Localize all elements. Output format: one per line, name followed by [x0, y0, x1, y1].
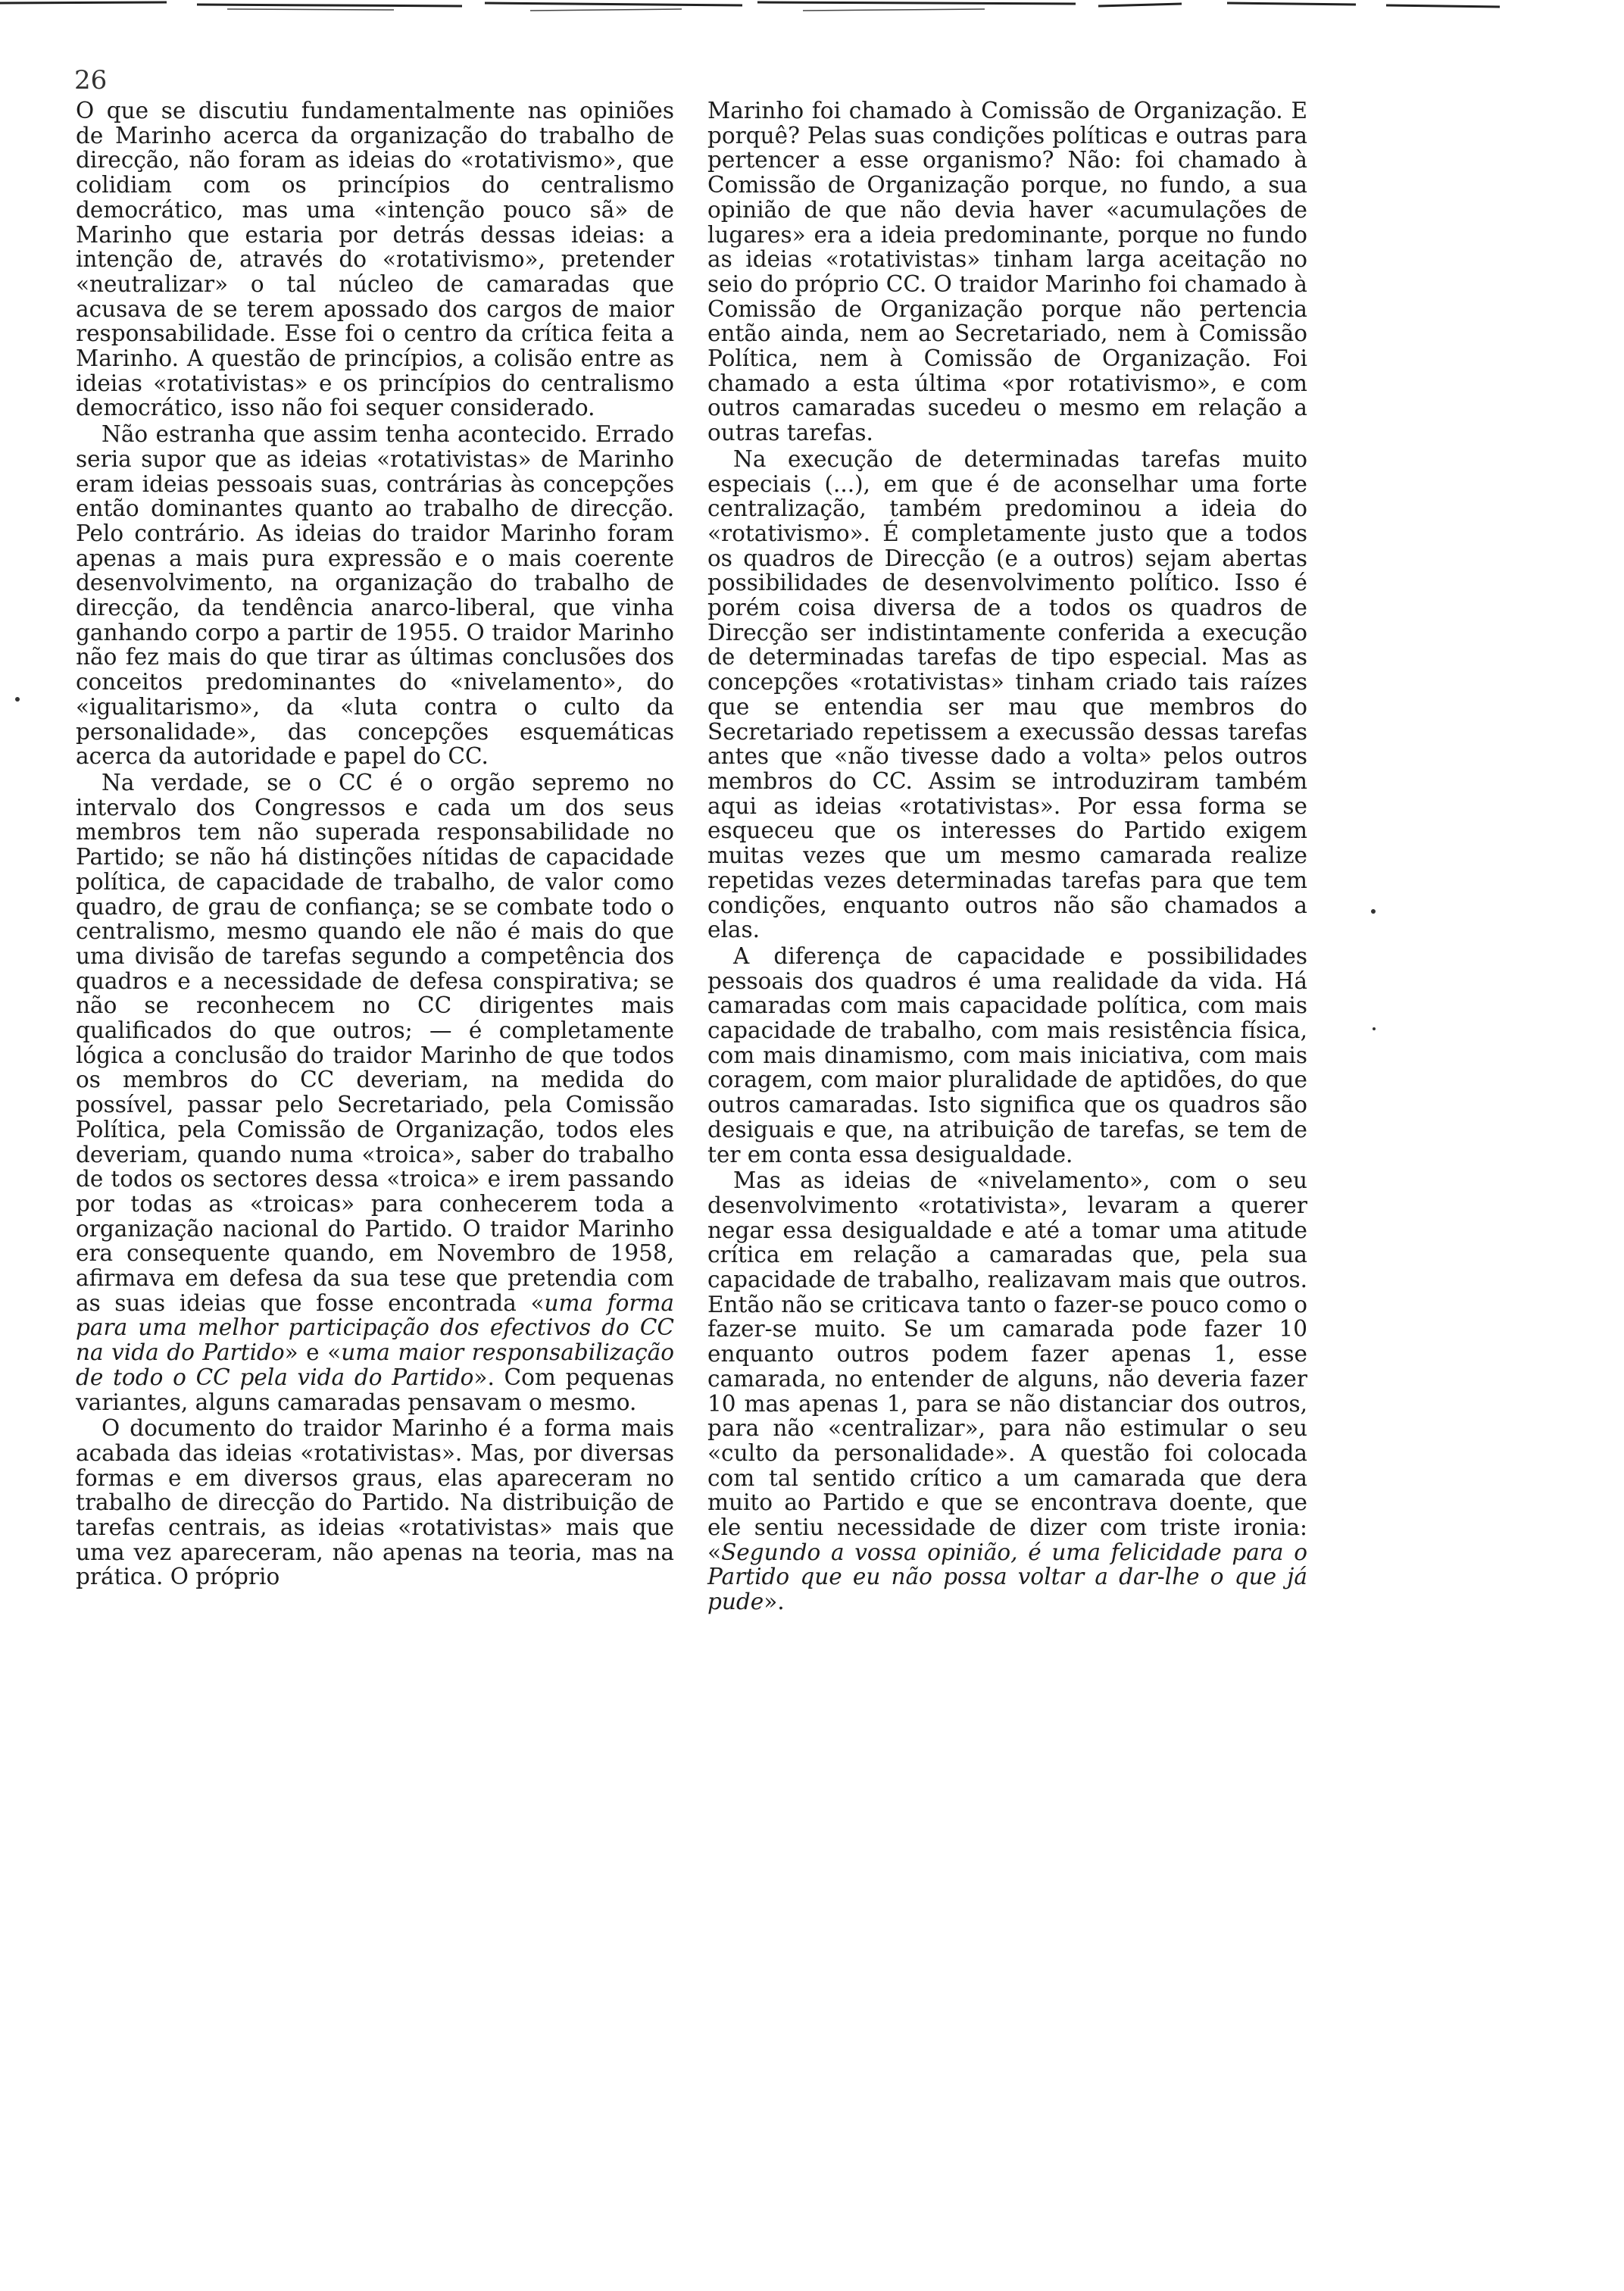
- left-p3-end: ». Com pequenas variantes, alguns camaradas pensavam o mesmo.: [76, 1364, 675, 1415]
- scan-speck: [15, 697, 20, 702]
- right-paragraph-3: A diferença de capacidade e possibilidades pessoais dos quadros é uma realidade da vida. Há camaradas com mais capacidade política, com mais capacidade de trabalho, com mais resistência física, com mais dinamismo, com mais iniciativa, com mais coragem, com maior pluralidade de aptidões, do que outros camaradas. Isto significa que os quadros são desiguais e que, na atribuição de tarefas, se tem de ter em conta essa desigualdade.: [707, 942, 1307, 1167]
- right-paragraph-1: Marinho foi chamado à Comissão de Organização. E porquê? Pelas suas condições políticas e outras para pertencer a esse organismo? Não: foi chamado à Comissão de Organização porque, no fundo, a sua opinião de que não devia haver «acumulações de lugares» era a ideia predominante, porque no fundo as ideias «rotativistas» tinham larga aceitação no seio do próprio CC. O traidor Marinho foi chamado à Comissão de Organização porque não pertencia então ainda, nem ao Secretariado, nem à Comissão Política, nem à Comissão de Organização. Foi chamado a esta última «por rotativismo», e com outros camaradas sucedeu o mesmo em relação a outras tarefas.: [707, 98, 1307, 446]
- left-p3-connector: » e «: [284, 1339, 342, 1366]
- right-p4-text: Mas as ideias de «nivelamento», com o seu desenvolvimento «rotativista», levaram a querer negar essa desigualdade e até a tomar uma atitude crítica em relação a camaradas que, pela sua capacidade de trabalho, realizavam mais que outros. Então não se criticava tanto o fazer-se pouco como o fazer-se muito. Se um camarada pode fazer 10 enquanto outros podem fazer apenas 1, esse camarada, no entender de alguns, não deveria fazer 10 mas apenas 1, para se não distanciar dos outros, para não «centralizar», para não estimular o seu «culto da personalidade». A questão foi colocada com tal sentido crítico a um camarada que dera muito ao Partido e que se encontrava doente, que ele sentiu necessidade de dizer com triste ironia: «: [707, 1167, 1307, 1565]
- left-paragraph-1: O que se discutiu fundamentalmente nas opiniões de Marinho acerca da organização do trabalho de direcção, não foram as ideias do «rotativismo», que colidiam com os princípios do centralismo democrático, mas uma «intenção pouco sã» de Marinho que estaria por detrás dessas ideias: a intenção de, através do «rotativismo», pretender «neutralizar» o tal núcleo de camaradas que acusava de se terem apossado dos cargos de maior responsabilidade. Esse foi o centro da crítica feita a Marinho. A questão de princípios, a colisão entre as ideias «rotativistas» e os princípios do centralismo democrático, isso não foi sequer considerado.: [76, 98, 674, 421]
- right-p4-end: ».: [764, 1589, 785, 1615]
- left-paragraph-4: O documento do traidor Marinho é a forma mais acabada das ideias «rotativistas». Mas, por diversas formas e em diversos graus, elas apareceram no trabalho de direcção do Partido. Na distribuição de tarefas centrais, as ideias «rotativistas» mais que uma vez apareceram, não apenas na teoria, mas na prática. O próprio: [76, 1415, 674, 1590]
- right-paragraph-2: Na execução de determinadas tarefas muito especiais (...), em que é de aconselhar uma forte centralização, também predominou a ideia do «rotativismo». É completamente justo que a todos os quadros de Direcção (e a outros) sejam abertas possibilidades de desenvolvimento político. Isso é porém coisa diversa de a todos os quadros de Direcção ser indistintamente conferida a execução de determinadas tarefas de tipo especial. Mas as concepções «rotativistas» tinham criado tais raízes que se entendia ser mau que membros do Secretariado repetissem a execussão dessas tarefas antes que «não tivesse dado a volta» pelos outros membros do CC. Assim se introduziram também aqui as ideias «rotativistas». Por essa forma se esqueceu que os interesses do Partido exigem muitas vezes que um mesmo camarada realize repetidas vezes determinadas tarefas para que tem condições, enquanto outros não são chamados a elas.: [707, 445, 1307, 943]
- left-paragraph-3: [76, 770, 674, 1414]
- right-column: [707, 98, 1307, 1614]
- left-p3-quote-2: uma maior responsabilização de todo o CC pela vida do Partido: [76, 1339, 674, 1390]
- scan-edge-marks: [0, 0, 1624, 17]
- right-paragraph-4: [707, 1168, 1307, 1614]
- scan-speck: [1373, 1027, 1376, 1030]
- left-paragraph-2: Não estranha que assim tenha acontecido. Errado seria supor que as ideias «rotativistas» de Marinho eram ideias pessoais suas, contrárias às concepções então dominantes quanto ao trabalho de direcção. Pelo contrário. As ideias do traidor Marinho foram apenas a mais pura expressão e o mais coerente desenvolvimento, na organização do trabalho de direcção, da tendência anarco-liberal, que vinha ganhando corpo a partir de 1955. O traidor Marinho não fez mais do que tirar as últimas conclusões dos conceitos predominantes do «nivelamento», do «igualitarismo», da «luta contra o culto da personalidade», das concepções esquemáticas acerca da autoridade e papel do CC.: [76, 421, 674, 770]
- left-column: [76, 98, 674, 1589]
- left-p3-quote-1: uma forma para uma melhor participação dos efectivos do CC na vida do Partido: [76, 1289, 675, 1366]
- scan-speck: [1371, 909, 1376, 914]
- right-p4-quote: Segundo a vossa opinião, é uma felicidade para o Partido que eu não possa voltar a dar-lhe o que já pude: [707, 1539, 1307, 1615]
- page-number: 26: [74, 65, 108, 95]
- left-p3-text: Na verdade, se o CC é o orgão sepremo no intervalo dos Congressos e cada um dos seus membros tem não superada responsabilidade no Partido; se não há distinções nítidas de capacidade política, de capacidade de trabalho, de valor como quadro, de grau de confiança; se se combate todo o centralismo, mesmo quando ele não é mais do que uma divisão de tarefas segundo a competência dos quadros e a necessidade de defesa conspirativa; se não se reconhecem no CC dirigentes mais qualificados do que outros; — é completamente lógica a conclusão do traidor Marinho de que todos os membros do CC deveriam, na medida do possível, passar pelo Secretariado, pela Comissão Política, pela Comissão de Organização, todos eles deveriam, quando numa «troica», saber do trabalho de todos os sectores dessa «troica» e irem passando por todas as «troicas» para conhecerem toda a organização nacional do Partido. O traidor Marinho era consequente quando, em Novembro de 1958, afirmava em defesa da sua tese que pretendia com as suas ideias que fosse encontrada «: [76, 769, 674, 1316]
